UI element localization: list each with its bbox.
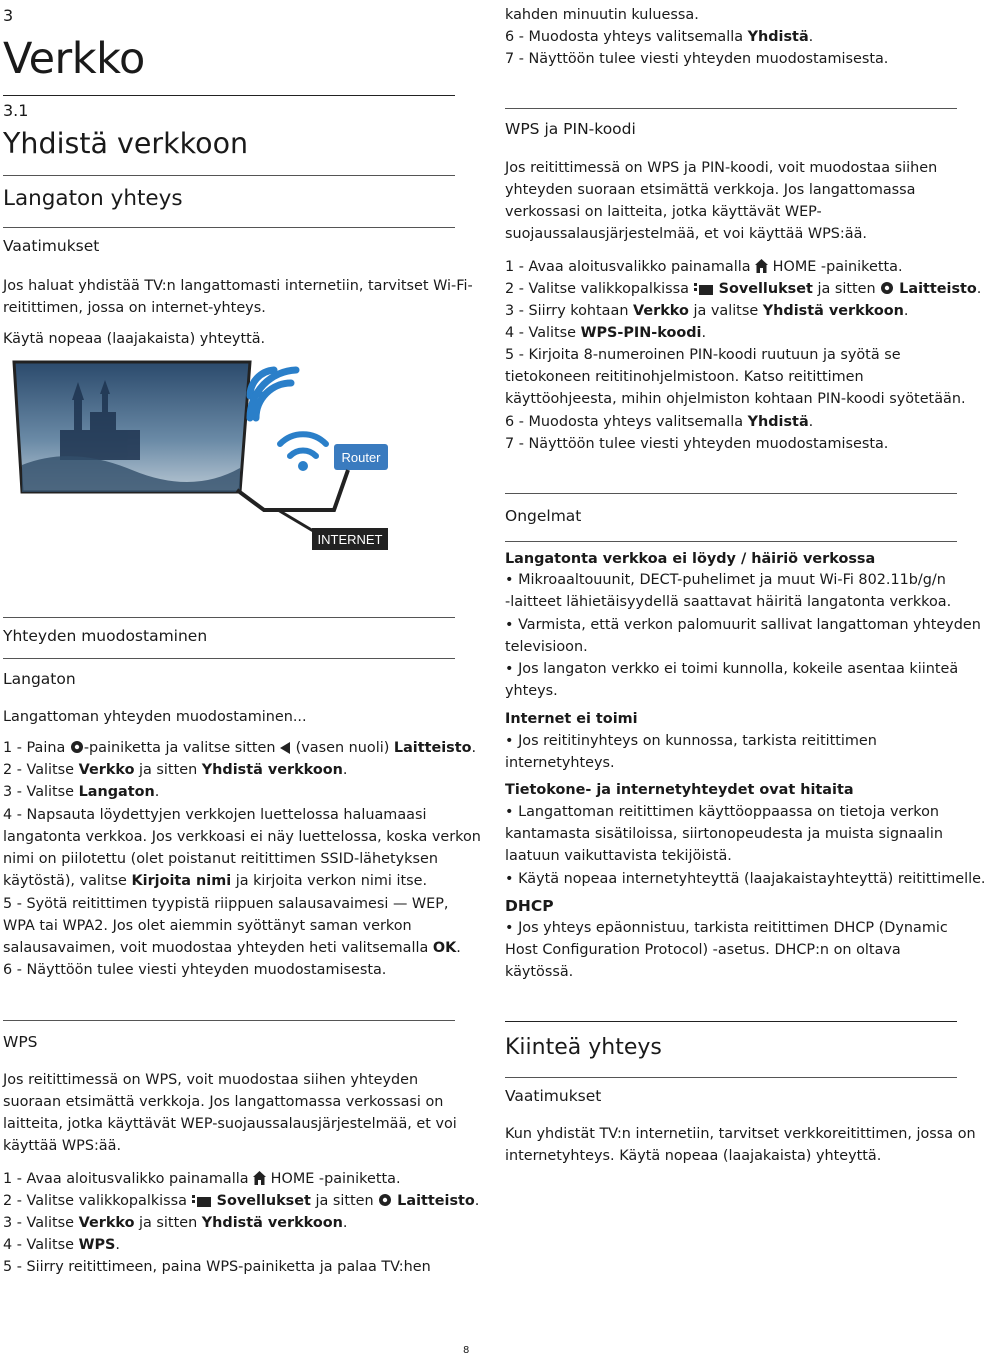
- problem-heading: DHCP: [505, 897, 554, 915]
- step-line: käytöstä), valitse Kirjoita nimi ja kirjoita verkon nimi itse.: [3, 873, 428, 889]
- paragraph-line: yhteyden suoraan etsimättä verkkoja. Jos langattomassa: [505, 182, 916, 198]
- divider: [3, 658, 455, 659]
- network-illustration: [12, 360, 460, 560]
- home-icon: [253, 1171, 266, 1185]
- section-number: 3.1: [3, 101, 29, 120]
- bullet-line: • Langattoman reitittimen käyttöoppaassa on tietoja verkon: [505, 804, 940, 820]
- step-line: 7 - Näyttöön tulee viesti yhteyden muodostamisesta.: [505, 436, 889, 452]
- step-line: 6 - Muodosta yhteys valitsemalla Yhdistä.: [505, 414, 814, 430]
- wifi-icon: [280, 434, 326, 456]
- step-line: WPA tai WPA2. Jos olet aiemmin syöttänyt saman verkon: [3, 918, 412, 934]
- bullet-line: -laitteet lähietäisyydellä saattavat häiritä langatonta verkkoa.: [505, 594, 952, 610]
- divider: [3, 227, 455, 228]
- problem-heading: Langatonta verkkoa ei löydy / häiriö verkossa: [505, 551, 876, 567]
- bullet-line: • Varmista, että verkon palomuurit sallivat langattoman yhteyden: [505, 617, 981, 633]
- internet-label: INTERNET: [317, 532, 383, 547]
- step-line: salausavaimen, voit muodostaa yhteyden heti valitsemalla OK.: [3, 940, 461, 956]
- step-line: 2 - Valitse valikkopalkissa Sovellukset ja sitten Laitteisto.: [505, 281, 982, 297]
- divider: [3, 617, 455, 618]
- gear-icon: [70, 740, 84, 754]
- gear-icon: [378, 1193, 392, 1207]
- wireless-heading: Langaton: [3, 670, 76, 688]
- problem-heading: Tietokone- ja internetyhteydet ovat hitaita: [505, 782, 854, 798]
- bullet-line: internetyhteys.: [505, 755, 615, 771]
- paragraph-line: internetyhteys. Käytä nopeaa (laajakaista) yhteyttä.: [505, 1148, 882, 1164]
- connection-heading: Yhteyden muodostaminen: [3, 627, 208, 645]
- bullet-line: televisioon.: [505, 639, 588, 655]
- paragraph-line: reitittimen, jossa on internet-yhteys.: [3, 300, 266, 316]
- divider: [3, 95, 455, 96]
- gear-icon: [880, 281, 894, 295]
- step-line: nimi on piilotettu (olet poistanut reitittimen SSID-lähetyksen: [3, 851, 438, 867]
- section-title: Yhdistä verkkoon: [3, 127, 249, 160]
- paragraph-line: verkossasi on laitteita, jotka käyttävät WEP-: [505, 204, 822, 220]
- step-line: 1 - Avaa aloitusvalikko painamalla HOME -painiketta.: [505, 259, 903, 275]
- step-line: 7 - Näyttöön tulee viesti yhteyden muodostamisesta.: [505, 51, 889, 67]
- router-label: Router: [341, 450, 381, 465]
- step-line: 2 - Valitse valikkopalkissa Sovellukset ja sitten Laitteisto.: [3, 1193, 480, 1209]
- requirements-heading: Vaatimukset: [3, 237, 100, 255]
- bullet-line: käytössä.: [505, 964, 574, 980]
- divider: [3, 175, 455, 176]
- paragraph-line: laitteita, jotka käyttävät WEP-suojaussalausjärjestelmää, et voi: [3, 1116, 457, 1132]
- step-line: 4 - Valitse WPS-PIN-koodi.: [505, 325, 707, 341]
- chapter-title: Verkko: [3, 34, 145, 84]
- step-line: 3 - Valitse Verkko ja sitten Yhdistä verkkoon.: [3, 1215, 348, 1231]
- step-line: 3 - Valitse Langaton.: [3, 784, 160, 800]
- paragraph-line: Jos haluat yhdistää TV:n langattomasti internetiin, tarvitset Wi-Fi-: [3, 278, 473, 294]
- step-line: 6 - Muodosta yhteys valitsemalla Yhdistä.: [505, 29, 814, 45]
- apps-icon: [694, 281, 714, 295]
- bullet-line: kantamasta sisätiloissa, siirtonopeudesta ja muista signaalin: [505, 826, 944, 842]
- bullet-line: • Jos yhteys epäonnistuu, tarkista reitittimen DHCP (Dynamic: [505, 920, 948, 936]
- paragraph-line: kahden minuutin kuluessa.: [505, 7, 699, 23]
- paragraph-line: Käytä nopeaa (laajakaista) yhteyttä.: [3, 331, 266, 347]
- bullet-line: • Mikroaaltouunit, DECT-puhelimet ja muut Wi-Fi 802.11b/g/n: [505, 572, 946, 588]
- paragraph-line: Kun yhdistät TV:n internetiin, tarvitset verkkoreitittimen, jossa on: [505, 1126, 976, 1142]
- step-line: langatonta verkkoa. Jos verkkoasi ei näy luettelossa, koska verkon: [3, 829, 481, 845]
- problem-heading: Internet ei toimi: [505, 711, 638, 727]
- wps-heading: WPS: [3, 1033, 38, 1051]
- step-line: 4 - Napsauta löydettyjen verkkojen luettelossa haluamaasi: [3, 807, 427, 823]
- step-line: 5 - Siirry reitittimeen, paina WPS-painiketta ja palaa TV:hen: [3, 1259, 431, 1275]
- divider: [3, 1020, 455, 1021]
- wifi-icon: [250, 370, 296, 418]
- divider: [505, 541, 957, 542]
- paragraph-line: suojaussalausjärjestelmää, et voi käyttää WPS:ää.: [505, 226, 867, 242]
- bullet-line: Host Configuration Protocol) -asetus. DHCP:n on oltava: [505, 942, 901, 958]
- bullet-line: • Käytä nopeaa internetyhteyttä (laajakaistayhteyttä) reitittimelle.: [505, 871, 986, 887]
- paragraph-line: käyttää WPS:ää.: [3, 1138, 122, 1154]
- subsection-title: Langaton yhteys: [3, 186, 183, 211]
- wired-title: Kiinteä yhteys: [505, 1035, 662, 1060]
- bullet-line: • Jos reititinyhteys on kunnossa, tarkista reitittimen: [505, 733, 877, 749]
- divider: [505, 1021, 957, 1022]
- step-line: 6 - Näyttöön tulee viesti yhteyden muodostamisesta.: [3, 962, 387, 978]
- problems-heading: Ongelmat: [505, 507, 582, 525]
- home-icon: [755, 259, 768, 273]
- chapter-number: 3: [3, 6, 14, 25]
- divider: [505, 108, 957, 109]
- wired-requirements-heading: Vaatimukset: [505, 1087, 602, 1105]
- page-number: 8: [463, 1345, 470, 1356]
- paragraph-line: suoraan etsimättä verkkoja. Jos langattomassa verkossasi on: [3, 1094, 444, 1110]
- step-line: 5 - Kirjoita 8-numeroinen PIN-koodi ruutuun ja syötä se: [505, 347, 901, 363]
- step-line: 4 - Valitse WPS.: [3, 1237, 120, 1253]
- paragraph-line: Langattoman yhteyden muodostaminen...: [3, 709, 307, 725]
- divider: [505, 1077, 957, 1078]
- bullet-line: • Jos langaton verkko ei toimi kunnolla, kokeile asentaa kiinteä: [505, 661, 959, 677]
- step-line: 1 - Paina -painiketta ja valitse sitten (vasen nuoli) Laitteisto.: [3, 740, 477, 756]
- divider: [505, 493, 957, 494]
- step-line: 1 - Avaa aloitusvalikko painamalla HOME -painiketta.: [3, 1171, 401, 1187]
- step-line: 2 - Valitse Verkko ja sitten Yhdistä verkkoon.: [3, 762, 348, 778]
- apps-icon: [192, 1193, 212, 1207]
- step-line: käyttöohjeesta, mihin ohjelmiston kohtaan PIN-koodi syötetään.: [505, 391, 966, 407]
- step-line: 3 - Siirry kohtaan Verkko ja valitse Yhdistä verkkoon.: [505, 303, 909, 319]
- step-line: 5 - Syötä reitittimen tyypistä riippuen salausavaimesi — WEP,: [3, 896, 449, 912]
- bullet-line: yhteys.: [505, 683, 558, 699]
- paragraph-line: Jos reitittimessä on WPS, voit muodostaa siihen yhteyden: [3, 1072, 419, 1088]
- left-arrow-icon: [280, 742, 291, 754]
- paragraph-line: Jos reitittimessä on WPS ja PIN-koodi, voit muodostaa siihen: [505, 160, 938, 176]
- bullet-line: laatuun vaikuttavista tekijöistä.: [505, 848, 732, 864]
- step-line: tietokoneen reititinohjelmistoon. Katso reitittimen: [505, 369, 864, 385]
- wps-pin-heading: WPS ja PIN-koodi: [505, 120, 636, 138]
